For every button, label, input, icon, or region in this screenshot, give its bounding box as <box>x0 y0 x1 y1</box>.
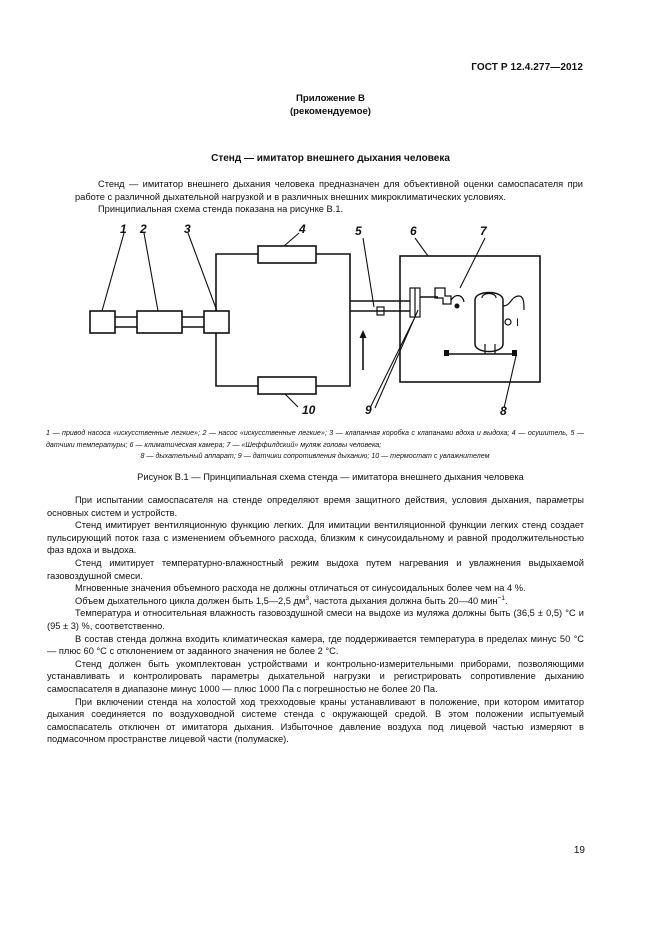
valve-mark: I <box>516 317 520 329</box>
figure-caption: Рисунок В.1 — Принципиальная схема стенда — имитатора внешнего дыхания человека <box>137 472 524 482</box>
intro-paragraph: Стенд — имитатор внешнего дыхания человека предназначен для объективной оценки самоспасателя при работе с различной дыхательной нагрузкой и в различных внешних микроклиматических условиях. <box>75 179 583 202</box>
paragraph-8: Стенд должен быть укомплектован устройствами и контрольно-измерительными приборами, позволяющими устанавливать и контролировать параметры дыхательной нагрузки и регистрировать сопротивление дыханию самоспасателя в диапазоне минус 1000 — плюс 1000 Па с погрешностью не более 20 Па. <box>47 658 584 694</box>
legend-line-2: 8 — дыхательный аппарат; 9 — датчики сопротивления дыханию; 10 — термостат с увлажнителем <box>140 452 490 460</box>
appendix-heading <box>0 92 661 118</box>
page-number: 19 <box>573 845 585 856</box>
label-3: 3 <box>184 222 191 236</box>
appendix-status: (рекомендуемое) <box>289 106 371 117</box>
main-text <box>47 494 584 746</box>
label-2: 2 <box>140 222 147 236</box>
intro-figure-reference: Принципиальная схема стенда показана на рисунке В.1. <box>98 204 344 214</box>
valve-box <box>204 311 229 333</box>
paragraph-4: Мгновенные значения объемного расхода не должны отличаться от синусоидальных более чем на 4 %. <box>75 583 526 594</box>
stand-schematic-diagram <box>80 220 560 420</box>
appendix-title: Приложение В <box>296 93 365 104</box>
paragraph-5: Объем дыхательного цикла должен быть 1,5—2,5 $дм^3$, частота дыхания должна быть 20—40 мин$^{-1}$. <box>75 594 508 606</box>
breathing-apparatus <box>475 293 503 352</box>
label-9: 9 <box>365 403 372 417</box>
dryer-box <box>258 246 316 263</box>
head-mannequin <box>435 288 451 304</box>
legend-line-1: 1 — привод насоса «искусственные легкие»; 2 — насос «искусственные легкие»; 3 — клапанная коробка с клапанами вдоха и выдоха; 4 — осушитель, 5 — датчики температуры; 6 — климатическая камера; 7 — «Шеффилдский» муляж головы человека; <box>46 429 584 449</box>
label-7: 7 <box>480 224 487 238</box>
paragraph-3: Стенд имитирует температурно-влажностный режим выдоха путем нагревания и увлажнения выдыхаемой газовоздушной смеси. <box>47 557 584 581</box>
paragraph-1: При испытании самоспасателя на стенде определяют время защитного действия, условия дыхания, параметры основных систем и устройств. <box>47 495 584 518</box>
figure-legend <box>46 428 584 463</box>
pump-drive-box <box>90 311 115 333</box>
label-10: 10 <box>302 403 316 417</box>
paragraph-6: Температура и относительная влажность газовоздушной смеси на выдохе из муляжа должны быть (36,5 ± 0,5) °С и (95 ± 3) %, соответственно. <box>47 608 584 631</box>
paragraph-2: Стенд имитирует вентиляционную функцию легких. Для имитации вентиляционной функции легких стенд создает пульсирующий поток газа с изменением объемного расхода, близким к синусоидальному и равной продолжительностью фаз вдоха и выдоха. <box>47 520 584 556</box>
label-1: 1 <box>120 222 127 236</box>
label-4: 4 <box>299 222 306 236</box>
section-title: Стенд — имитатор внешнего дыхания человека <box>211 153 450 164</box>
paragraph-7: В состав стенда должна входить климатическая камера, где поддерживается температура в пределах минус 50 °С — плюс 60 °С с отклонением от заданного значения не более 2 °С. <box>47 633 584 657</box>
intro-text <box>75 178 583 216</box>
pump-box <box>137 311 182 333</box>
label-5: 5 <box>355 224 362 238</box>
label-6: 6 <box>410 224 417 238</box>
paragraph-9: При включении стенда на холостой ход трехходовые краны устанавливают в положение, при котором имитатор дыхания соединяется по воздуховодной системе стенда с окружающей средой. В этом положении испытуемый самоспасатель отключен от имитатора дыхания. Избыточное давление воздуха под лицевой частью измеряют в подмасочном пространстве лицевой части (полумаске). <box>47 696 584 745</box>
document-code: ГОСТ Р 12.4.277—2012 <box>471 62 583 73</box>
thermostat-box <box>258 377 316 394</box>
label-8: 8 <box>500 404 507 418</box>
